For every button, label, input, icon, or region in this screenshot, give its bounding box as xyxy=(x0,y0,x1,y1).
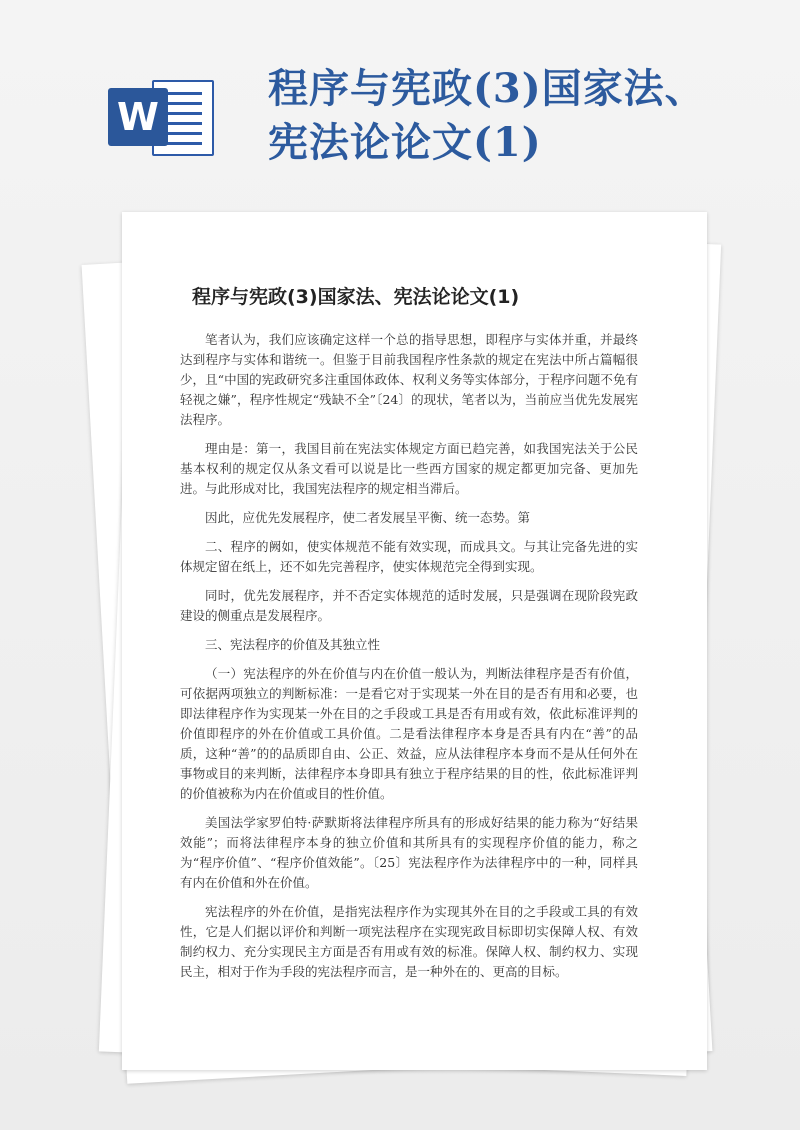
paragraph: （一）宪法程序的外在价值与内在价值一般认为，判断法律程序是否有价值，可依据两项独立的判断标准：一是看它对于实现某一外在目的是否有用和必要，也即法律程序作为实现某一外在目的之手段或工具是否有用或有效，依此标准评判的价值即程序的外在价值或工具价值。二是看法律程序本身是否具有内在“善”的品质，这种“善”的的品质即自由、公正、效益，应从法律程序本身而不是从任何外在事物或目的来判断，法律程序本身即具有独立于程序结果的目的性，依此标准评判的价值被称为内在价值或目的性价值。 xyxy=(180,666,638,801)
document-page xyxy=(122,212,707,1070)
banner-title: 程序与宪政(3)国家法、宪法论论文(1) xyxy=(268,65,706,166)
word-document-icon xyxy=(108,74,216,158)
section-heading: 三、宪法程序的价值及其独立性 xyxy=(205,637,381,652)
paragraph: 同时，优先发展程序，并不否定实体规范的适时发展，只是强调在现阶段宪政建设的侧重点是发展程序。 xyxy=(180,588,638,623)
paragraph: 理由是：第一，我国目前在宪法实体规定方面已趋完善，如我国宪法关于公民基本权利的规定仅从条文看可以说是比一些西方国家的规定都更加完备、更加先进。与此形成对比，我国宪法程序的规定相当滞后。 xyxy=(180,441,638,496)
paragraph: 因此，应优先发展程序，使二者发展呈平衡、统一态势。第 xyxy=(205,510,531,525)
paragraph: 笔者认为，我们应该确定这样一个总的指导思想，即程序与实体并重，并最终达到程序与实体和谐统一。但鉴于目前我国程序性条款的规定在宪法中所占篇幅很少，且“中国的宪政研究多注重国体政体、权利义务等实体部分，于程序问题不免有轻视之嫌”，程序性规定“残缺不全”〔24〕的现状，笔者以为，当前应当优先发展宪法程序。 xyxy=(180,332,638,427)
paragraph: 美国法学家罗伯特·萨默斯将法律程序所具有的形成好结果的能力称为“好结果效能”；而将法律程序本身的独立价值和其所具有的实现程序价值的能力，称之为“程序价值”、“程序价值效能”。〔25〕宪法程序作为法律程序中的一种，同样具有内在价值和外在价值。 xyxy=(180,815,638,890)
document-body xyxy=(180,330,638,991)
word-logo-tile: W xyxy=(108,88,168,146)
document-title: 程序与宪政(3)国家法、宪法论论文(1) xyxy=(192,286,520,308)
paragraph: 宪法程序的外在价值，是指宪法程序作为实现其外在目的之手段或工具的有效性，它是人们据以评价和判断一项宪法程序在实现宪政目标即切实保障人权、有效制约权力、充分实现民主方面是否有用或有效的标准。保障人权、制约权力、实现民主，相对于作为手段的宪法程序而言，是一种外在的、更高的目标。 xyxy=(180,904,638,979)
paragraph: 二、程序的阙如，使实体规范不能有效实现，而成具文。与其让完备先进的实体规定留在纸上，还不如先完善程序，使实体规范完全得到实现。 xyxy=(180,539,638,574)
